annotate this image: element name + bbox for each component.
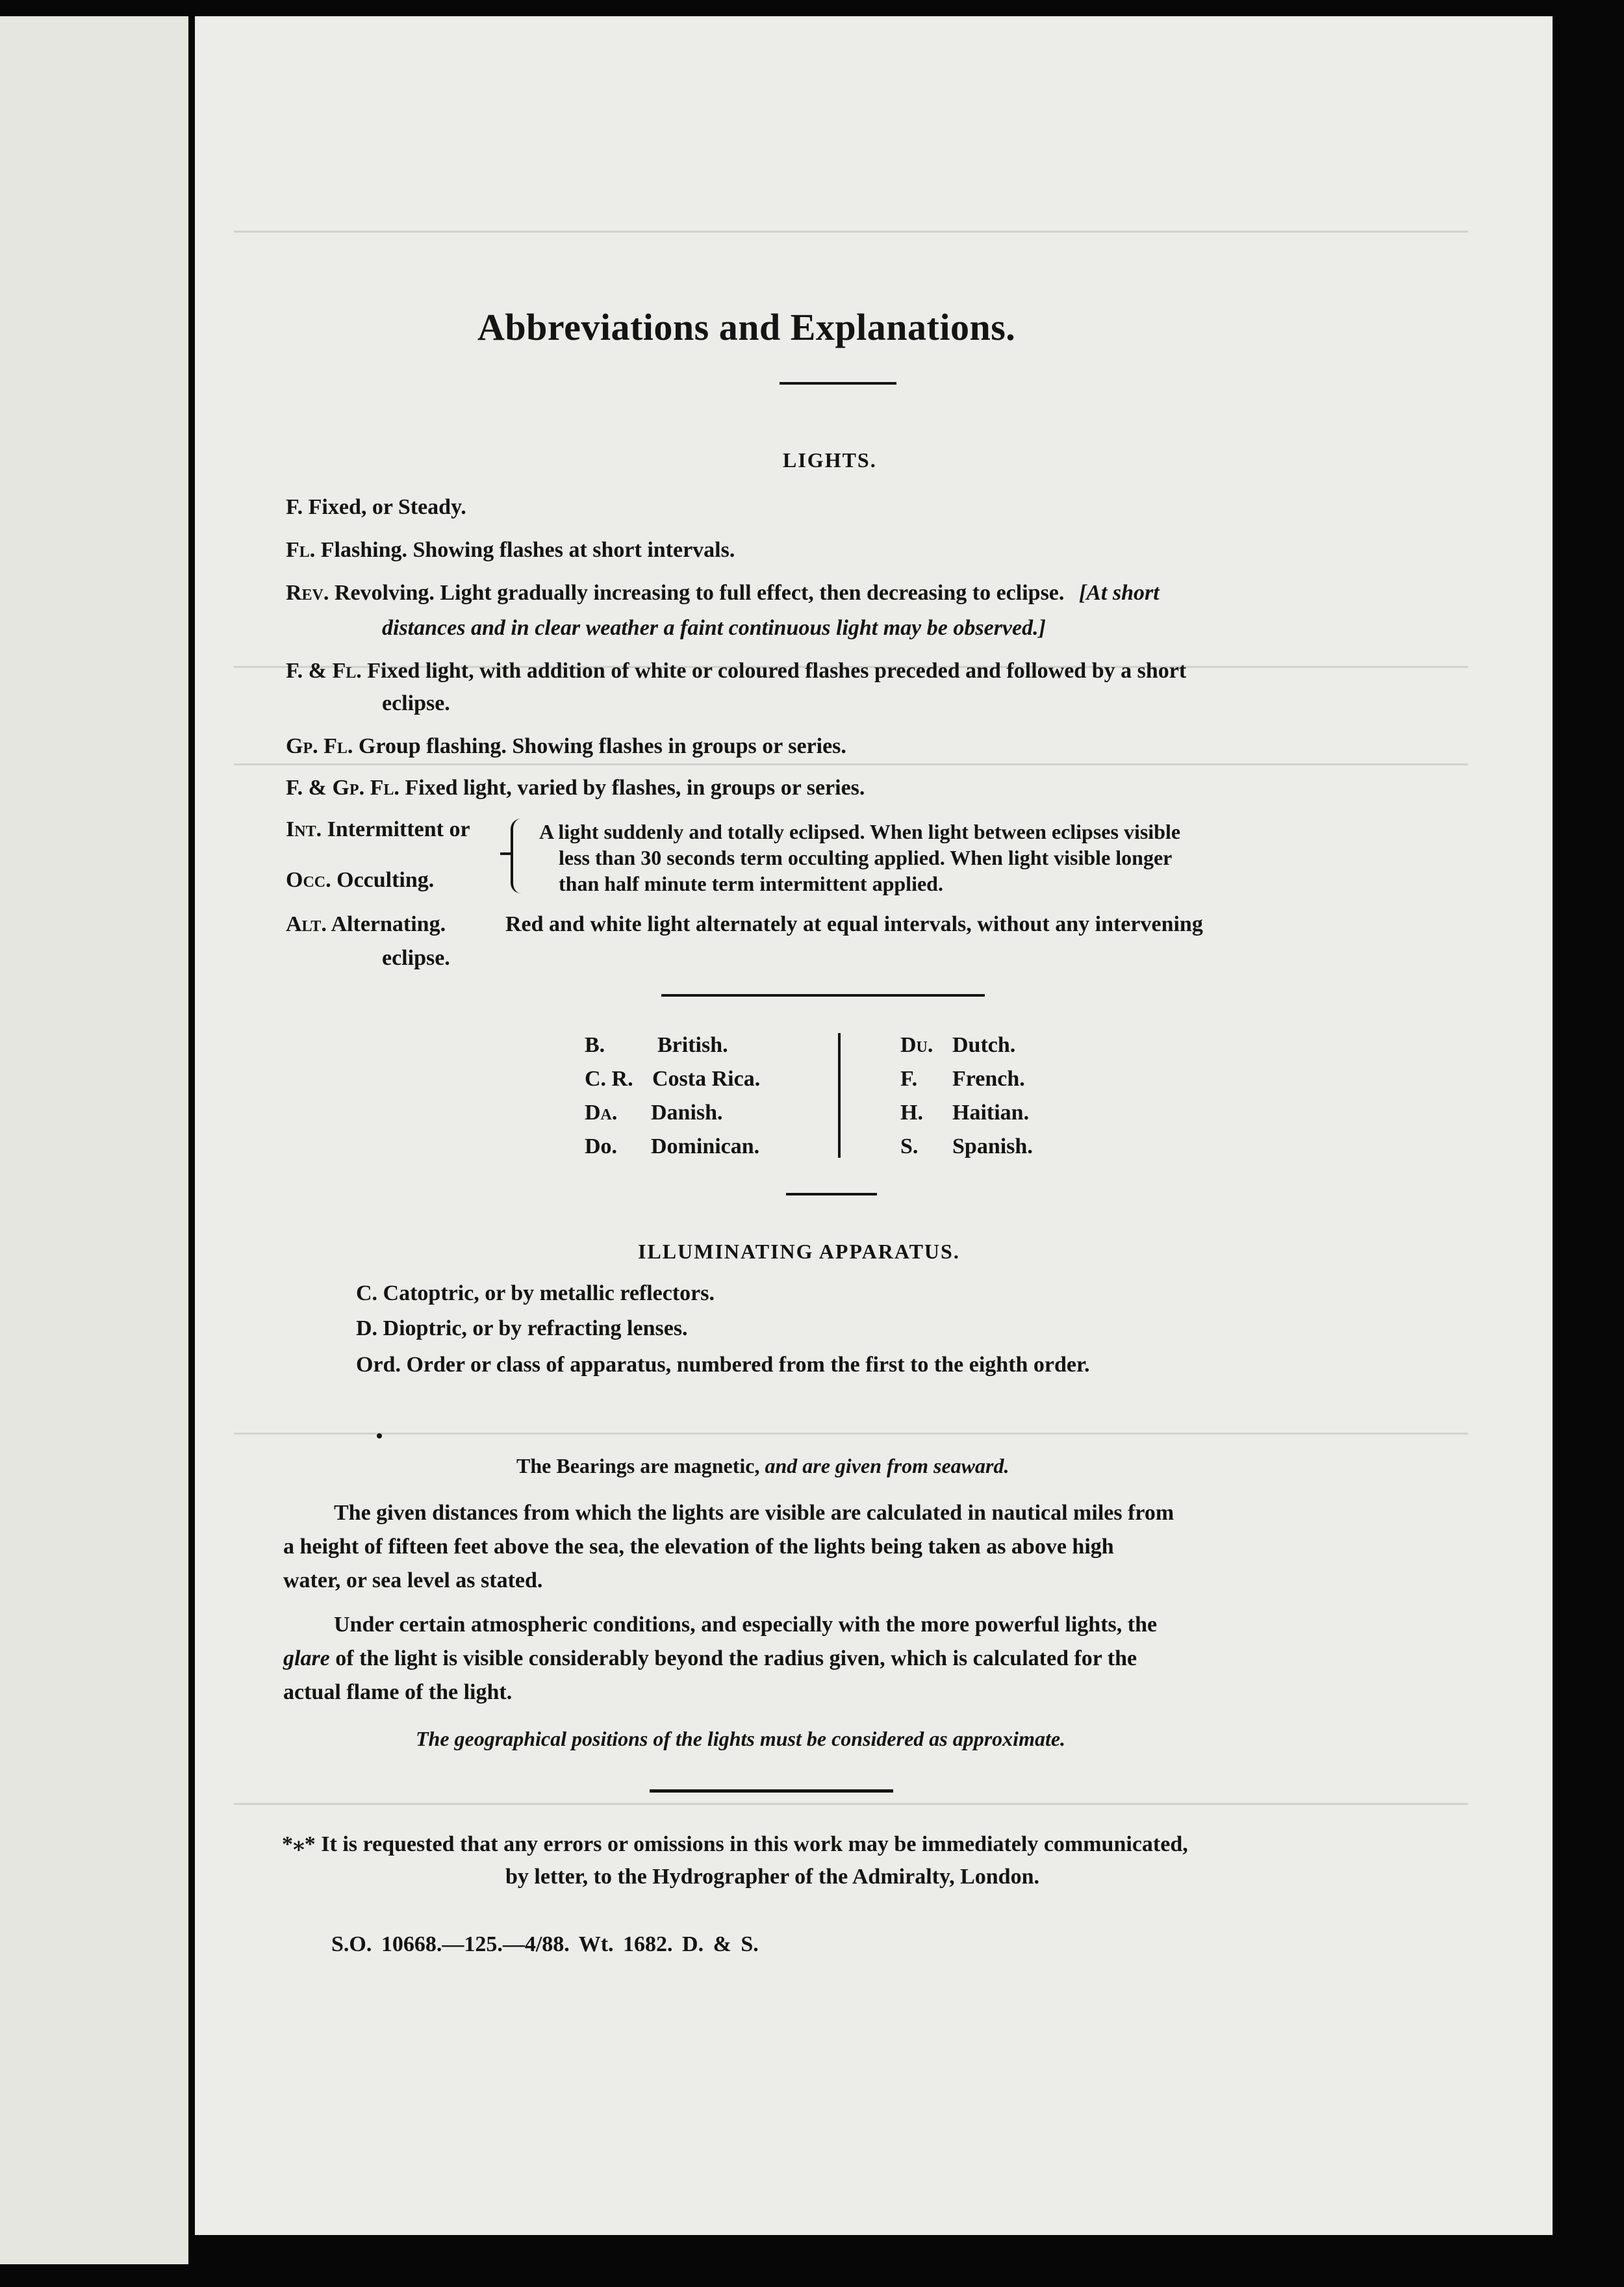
apparatus-entry: D. Dioptric, or by refracting lenses.: [356, 1316, 688, 1340]
definition: Intermittent or: [327, 817, 470, 841]
bearings-text: The Bearings are magnetic,: [516, 1454, 760, 1477]
light-entry-flashing: [286, 538, 735, 563]
nation-item: [585, 1101, 617, 1125]
document-page: [195, 16, 1553, 2235]
nation-name: Costa Rica.: [652, 1067, 761, 1091]
light-entry-occulting: [286, 868, 434, 893]
apparatus-entry: C. Catoptric, or by metallic reflectors.: [356, 1281, 715, 1305]
light-entry-fixed-and-group-flashing: [286, 776, 865, 800]
nation-name: Haitian.: [952, 1101, 1030, 1125]
section-rule: [786, 1193, 877, 1195]
nation-item: [585, 1134, 617, 1159]
nations-divider: [838, 1033, 841, 1158]
abbr: S.: [900, 1134, 919, 1158]
nation-item: [585, 1033, 605, 1058]
abbr: B.: [585, 1033, 605, 1057]
asterisks: *⁎*: [282, 1832, 316, 1856]
definition-continued: eclipse.: [382, 946, 450, 970]
nation-name: Dutch.: [952, 1033, 1016, 1057]
positions-note: The geographical positions of the lights must be considered as approximate.: [416, 1727, 1066, 1750]
brace-text-line: A light suddenly and totally eclipsed. When light between eclipses visible: [539, 820, 1181, 843]
distances-line: a height of fifteen feet above the sea, the elevation of the lights being taken as above high: [283, 1535, 1114, 1559]
abbr: Alt.: [286, 912, 327, 936]
abbr: Occ.: [286, 868, 331, 892]
bearings-note: [516, 1454, 1009, 1478]
nation-name: British.: [657, 1033, 728, 1057]
definition: Fixed light, varied by flashes, in groups or series.: [405, 776, 865, 800]
abbr: Do.: [585, 1134, 618, 1158]
bleed-through-rule: [234, 231, 1468, 233]
bleed-through-rule: [234, 1433, 1468, 1435]
apparatus-heading: ILLUMINATING APPARATUS.: [638, 1240, 960, 1263]
nation-name: Spanish.: [952, 1134, 1033, 1158]
atmospheric-text: of the light is visible considerably beyond the radius given, which is calculated for the: [335, 1646, 1137, 1670]
nation-name: French.: [952, 1067, 1025, 1091]
nation-item: [585, 1067, 633, 1092]
brace-text-line: than half minute term intermittent applied.: [559, 872, 943, 895]
definition-continued: eclipse.: [382, 691, 450, 715]
abbr: C. R.: [585, 1067, 633, 1091]
lights-heading: LIGHTS.: [783, 448, 877, 472]
nation-item: [900, 1101, 923, 1125]
title-rule: [780, 382, 896, 385]
nation-item: [900, 1033, 933, 1058]
abbr: F. & Fl.: [286, 659, 362, 683]
bleed-through-rule: [234, 763, 1468, 765]
glare-emphasis: glare: [283, 1646, 330, 1670]
printer-imprint: S.O. 10668.—125.—4/88. Wt. 1682. D. & S.: [331, 1932, 759, 1956]
brace-text-line: less than 30 seconds term occulting applied. When light visible longer: [559, 846, 1173, 869]
definition: Occulting.: [336, 868, 435, 892]
section-rule: [650, 1789, 893, 1793]
distances-line: water, or sea level as stated.: [283, 1568, 543, 1592]
nation-name: Danish.: [651, 1101, 723, 1125]
definition: Flashing. Showing flashes at short intervals.: [320, 538, 735, 562]
bearings-emphasis: and are given from seaward.: [765, 1454, 1009, 1477]
revolving-note-continued: distances and in clear weather a faint continuous light may be observed.]: [382, 616, 1046, 640]
request-line: [282, 1831, 1188, 1857]
light-entry-intermittent: [286, 817, 470, 842]
abbr: F.: [286, 495, 303, 519]
abbr: Rev.: [286, 581, 329, 605]
light-entry-group-flashing: [286, 734, 846, 759]
abbr: H.: [900, 1101, 923, 1125]
request-text: It is requested that any errors or omissions in this work may be immediately communicated,: [321, 1832, 1188, 1856]
light-entry-fixed-and-flashing: [286, 659, 1186, 684]
apparatus-entry: Ord. Order or class of apparatus, numbered from the first to the eighth order.: [356, 1353, 1090, 1377]
request-line: by letter, to the Hydrographer of the Admiralty, London.: [505, 1865, 1039, 1889]
brace-tip: [500, 852, 513, 855]
note: [At short: [1078, 581, 1160, 605]
abbr: Da.: [585, 1101, 618, 1125]
ink-dot: [377, 1433, 382, 1438]
alternating-definition: Red and white light alternately at equal intervals, without any intervening: [505, 912, 1203, 936]
definition: Revolving. Light gradually increasing to full effect, then decreasing to eclipse.: [334, 581, 1065, 605]
abbr: Gp. Fl.: [286, 734, 353, 758]
section-rule: [661, 994, 985, 997]
distances-line: The given distances from which the lights are visible are calculated in nautical miles from: [334, 1501, 1174, 1525]
definition: Alternating.: [331, 912, 446, 936]
definition: Fixed light, with addition of white or coloured flashes preceded and followed by a short: [367, 659, 1187, 683]
nation-name: Dominican.: [651, 1134, 760, 1158]
light-entry-revolving: [286, 581, 1160, 606]
page-title: Abbreviations and Explanations.: [477, 306, 1016, 348]
nation-item: [900, 1067, 917, 1092]
light-entry-alternating: [286, 912, 446, 937]
atmospheric-line: [283, 1646, 1137, 1671]
facing-page-edge: [0, 16, 188, 2264]
brace: [511, 819, 531, 893]
nation-item: [900, 1134, 918, 1159]
abbr: F.: [900, 1067, 918, 1091]
definition: Fixed, or Steady.: [308, 495, 466, 519]
atmospheric-line: actual flame of the light.: [283, 1680, 513, 1704]
light-entry-fixed: [286, 495, 466, 520]
abbr: Fl.: [286, 538, 316, 562]
definition: Group flashing. Showing flashes in groups or series.: [358, 734, 846, 758]
abbr: F. & Gp. Fl.: [286, 776, 400, 800]
abbr: Int.: [286, 817, 322, 841]
atmospheric-line: Under certain atmospheric conditions, and especially with the more powerful lights, the: [334, 1613, 1158, 1637]
abbr: Du.: [900, 1033, 933, 1057]
bleed-through-rule: [234, 1803, 1468, 1805]
